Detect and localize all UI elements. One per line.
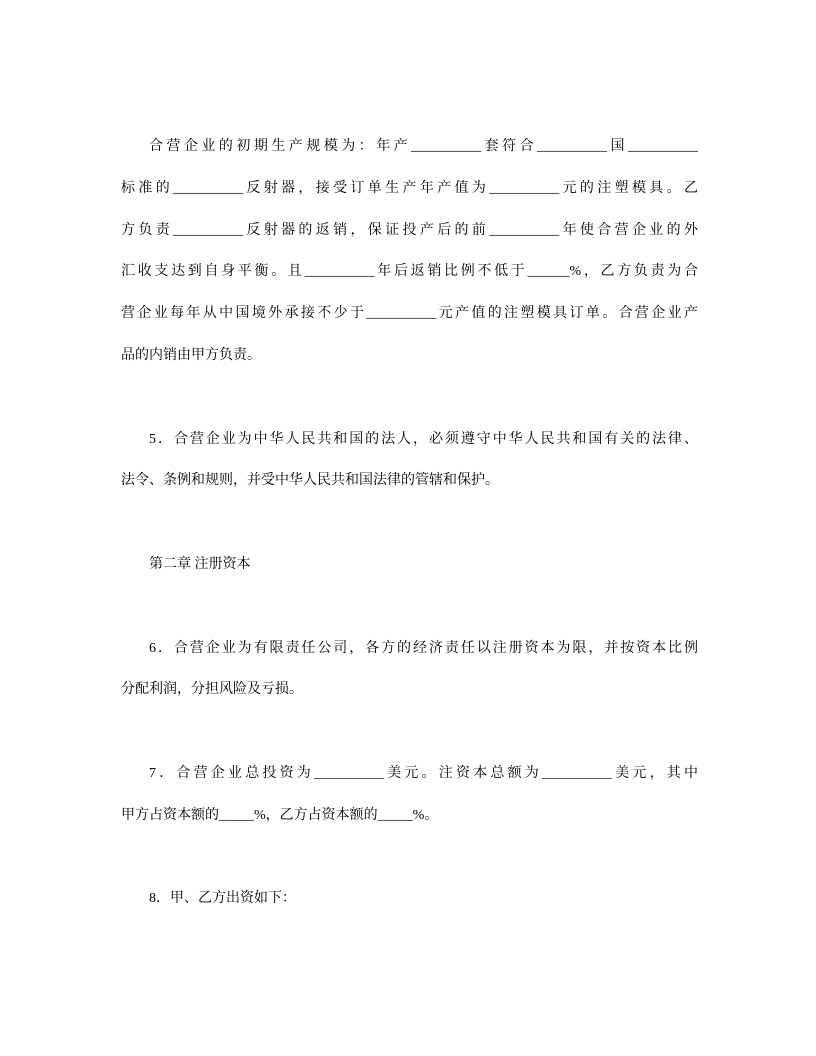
document-body [121,126,698,920]
doc-line: 方负责__________反射器的返销，保证投产后的前__________年使合营企业的外 [121,222,698,238]
paragraph-clause-8 [121,878,698,920]
doc-line: 营企业每年从中国境外承接不少于__________元产值的注塑模具订单。合营企业产 [121,306,698,322]
doc-line: 合营企业的初期生产规模为：年产__________套符合__________国__________ [149,139,698,154]
doc-line: 甲方占资本额的_____%，乙方占资本额的_____%。 [121,807,439,823]
section-heading-chapter-2: 第二章 注册资本 [149,556,251,572]
doc-line: 7．合营企业总投资为__________美元。注资本总额为__________美元，其中 [149,765,698,781]
paragraph-clause-6 [121,628,698,712]
doc-line: 品的内销由甲方负责。 [121,347,261,363]
doc-line: 标准的__________反射器，接受订单生产年产值为__________元的注塑模具。乙 [121,180,698,196]
doc-line: 8．甲、乙方出资如下： [149,891,296,907]
doc-line: 5．合营企业为中华人民共和国的法人，必须遵守中华人民共和国有关的法律、 [149,431,698,447]
paragraph-production-scale [121,126,698,377]
paragraph-clause-7 [121,753,698,837]
paragraph-clause-5 [121,419,698,503]
doc-line: 汇收支达到自身平衡。且__________年后返销比例不低于______%，乙方负责为合 [121,264,698,280]
doc-line: 6．合营企业为有限责任公司，各方的经济责任以注册资本为限，并按资本比例 [149,640,698,656]
doc-line: 分配利润，分担风险及亏损。 [121,682,303,698]
doc-line: 法令、条例和规则，并受中华人民共和国法律的管辖和保护。 [121,473,499,489]
